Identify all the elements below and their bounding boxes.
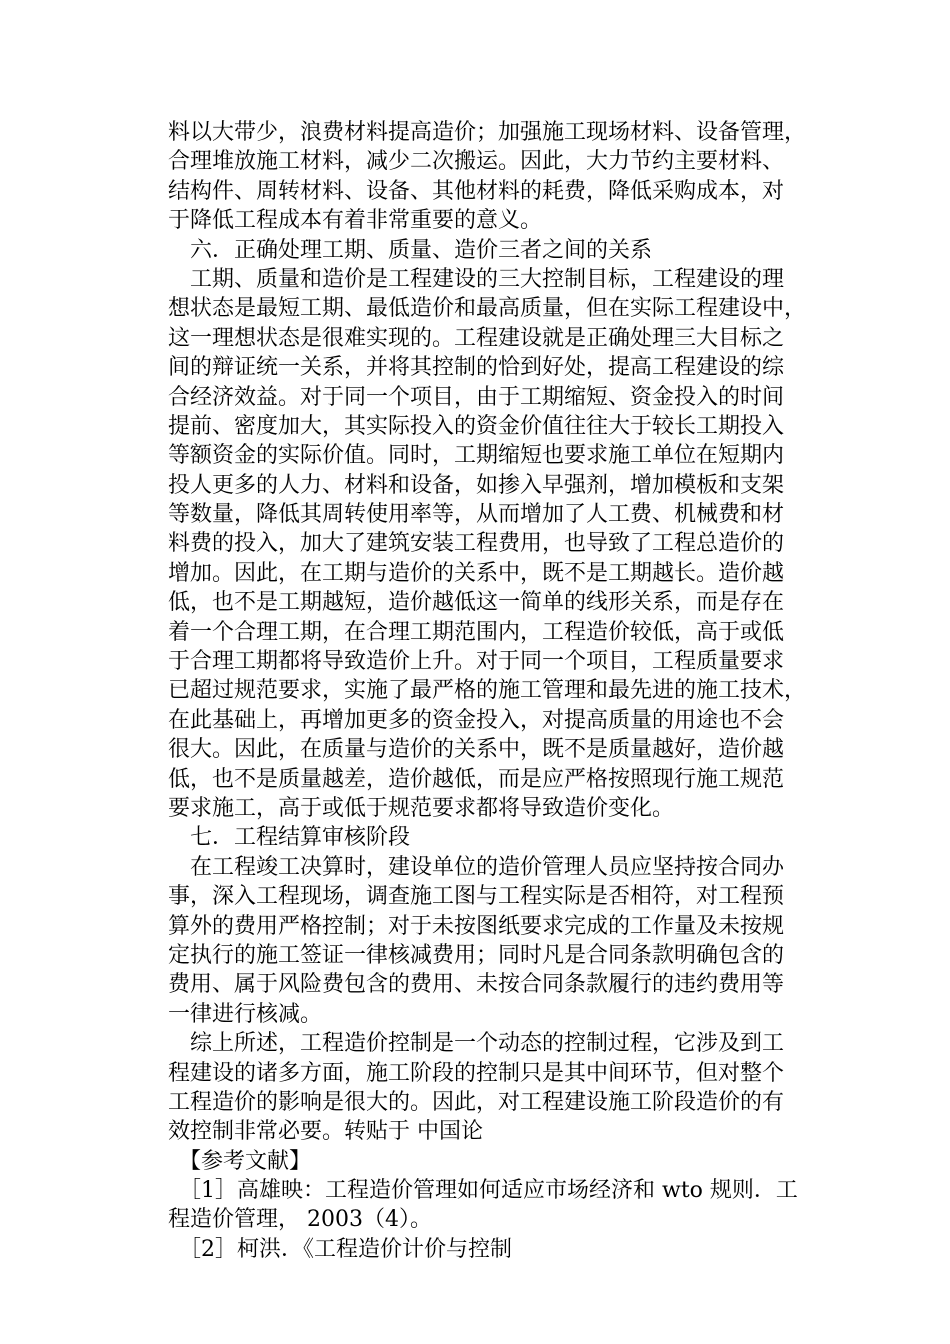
- text-line: 工期、质量和造价是工程建设的三大控制目标，工程建设的理: [168, 266, 785, 292]
- text-line: 投人更多的人力、材料和设备，如掺入早强剂，增加模板和支架: [168, 472, 785, 498]
- text-line: 合理堆放施工材料，减少二次搬运。因此，大力节约主要材料、: [168, 149, 785, 175]
- references-heading: 【参考文献】: [168, 1148, 312, 1174]
- text-line: 费用、属于风险费包含的费用、未按合同条款履行的违约费用等: [168, 972, 785, 998]
- text-line: 很大。因此，在质量与造价的关系中，既不是质量越好，造价越: [168, 737, 785, 763]
- text-line: 已超过规范要求，实施了最严格的施工管理和最先进的施工技术，: [168, 678, 807, 704]
- text-line: 等额资金的实际价值。同时，工期缩短也要求施工单位在短期内: [168, 443, 785, 469]
- text-line: 于降低工程成本有着非常重要的意义。: [168, 208, 543, 234]
- text-line: 合经济效益。对于同一个项目，由于工期缩短、资金投入的时间: [168, 384, 785, 410]
- text-line: 增加。因此，在工期与造价的关系中，既不是工期越长。造价越: [168, 560, 785, 586]
- section-heading: 六．正确处理工期、质量、造价三者之间的关系: [168, 237, 653, 263]
- text-line: 低，也不是工期越短，造价越低这一简单的线形关系，而是存在: [168, 590, 785, 616]
- text-line: 想状态是最短工期、最低造价和最高质量，但在实际工程建设中，: [168, 296, 807, 322]
- text-line: 在此基础上，再增加更多的资金投入，对提高质量的用途也不会: [168, 707, 785, 733]
- text-line: 在工程竣工决算时，建设单位的造价管理人员应坚持按合同办: [168, 854, 785, 880]
- reference-item: ［2］柯洪．《工程造价计价与控制: [168, 1236, 512, 1262]
- text-line: 效控制非常必要。转贴于 中国论: [168, 1119, 483, 1145]
- text-line: 定执行的施工签证一律核减费用；同时凡是合同条款明确包含的: [168, 942, 785, 968]
- text-line: 结构件、周转材料、设备、其他材料的耗费，降低采购成本，对: [168, 178, 785, 204]
- text-line: 工程造价的影响是很大的。因此，对工程建设施工阶段造价的有: [168, 1089, 785, 1115]
- text-line: 等数量，降低其周转使用率等，从而增加了人工费、机械费和材: [168, 502, 785, 528]
- text-line: 一律进行核减。: [168, 1001, 323, 1027]
- text-line: 程建设的诸多方面，施工阶段的控制只是其中间环节，但对整个: [168, 1060, 785, 1086]
- text-line: 于合理工期都将导致造价上升。对于同一个项目，工程质量要求: [168, 649, 785, 675]
- text-line: 低，也不是质量越差，造价越低，而是应严格按照现行施工规范: [168, 766, 785, 792]
- text-line: 算外的费用严格控制；对于未按图纸要求完成的工作量及未按规: [168, 913, 785, 939]
- reference-item: 程造价管理， 2003（4）。: [168, 1207, 432, 1233]
- text-line: 料费的投入，加大了建筑安装工程费用，也导致了工程总造价的: [168, 531, 785, 557]
- text-line: 这一理想状态是很难实现的。工程建设就是正确处理三大目标之: [168, 325, 785, 351]
- text-line: 综上所述，工程造价控制是一个动态的控制过程，它涉及到工: [168, 1031, 785, 1057]
- text-line: 事，深入工程现场，调查施工图与工程实际是否相符，对工程预: [168, 884, 785, 910]
- text-line: 要求施工，高于或低于规范要求都将导致造价变化。: [168, 795, 675, 821]
- reference-item: ［1］高雄映：工程造价管理如何适应市场经济和 wto 规则．工: [168, 1178, 798, 1204]
- text-line: 着一个合理工期，在合理工期范围内，工程造价较低，高于或低: [168, 619, 785, 645]
- section-heading: 七．工程结算审核阶段: [168, 825, 411, 851]
- text-line: 间的辩证统一关系，并将其控制的恰到好处，提高工程建设的综: [168, 355, 785, 381]
- text-line: 提前、密度加大，其实际投入的资金价值往往大于较长工期投入: [168, 413, 785, 439]
- text-line: 料以大带少，浪费材料提高造价；加强施工现场材料、设备管理，: [168, 120, 807, 145]
- document-body: [168, 118, 807, 1264]
